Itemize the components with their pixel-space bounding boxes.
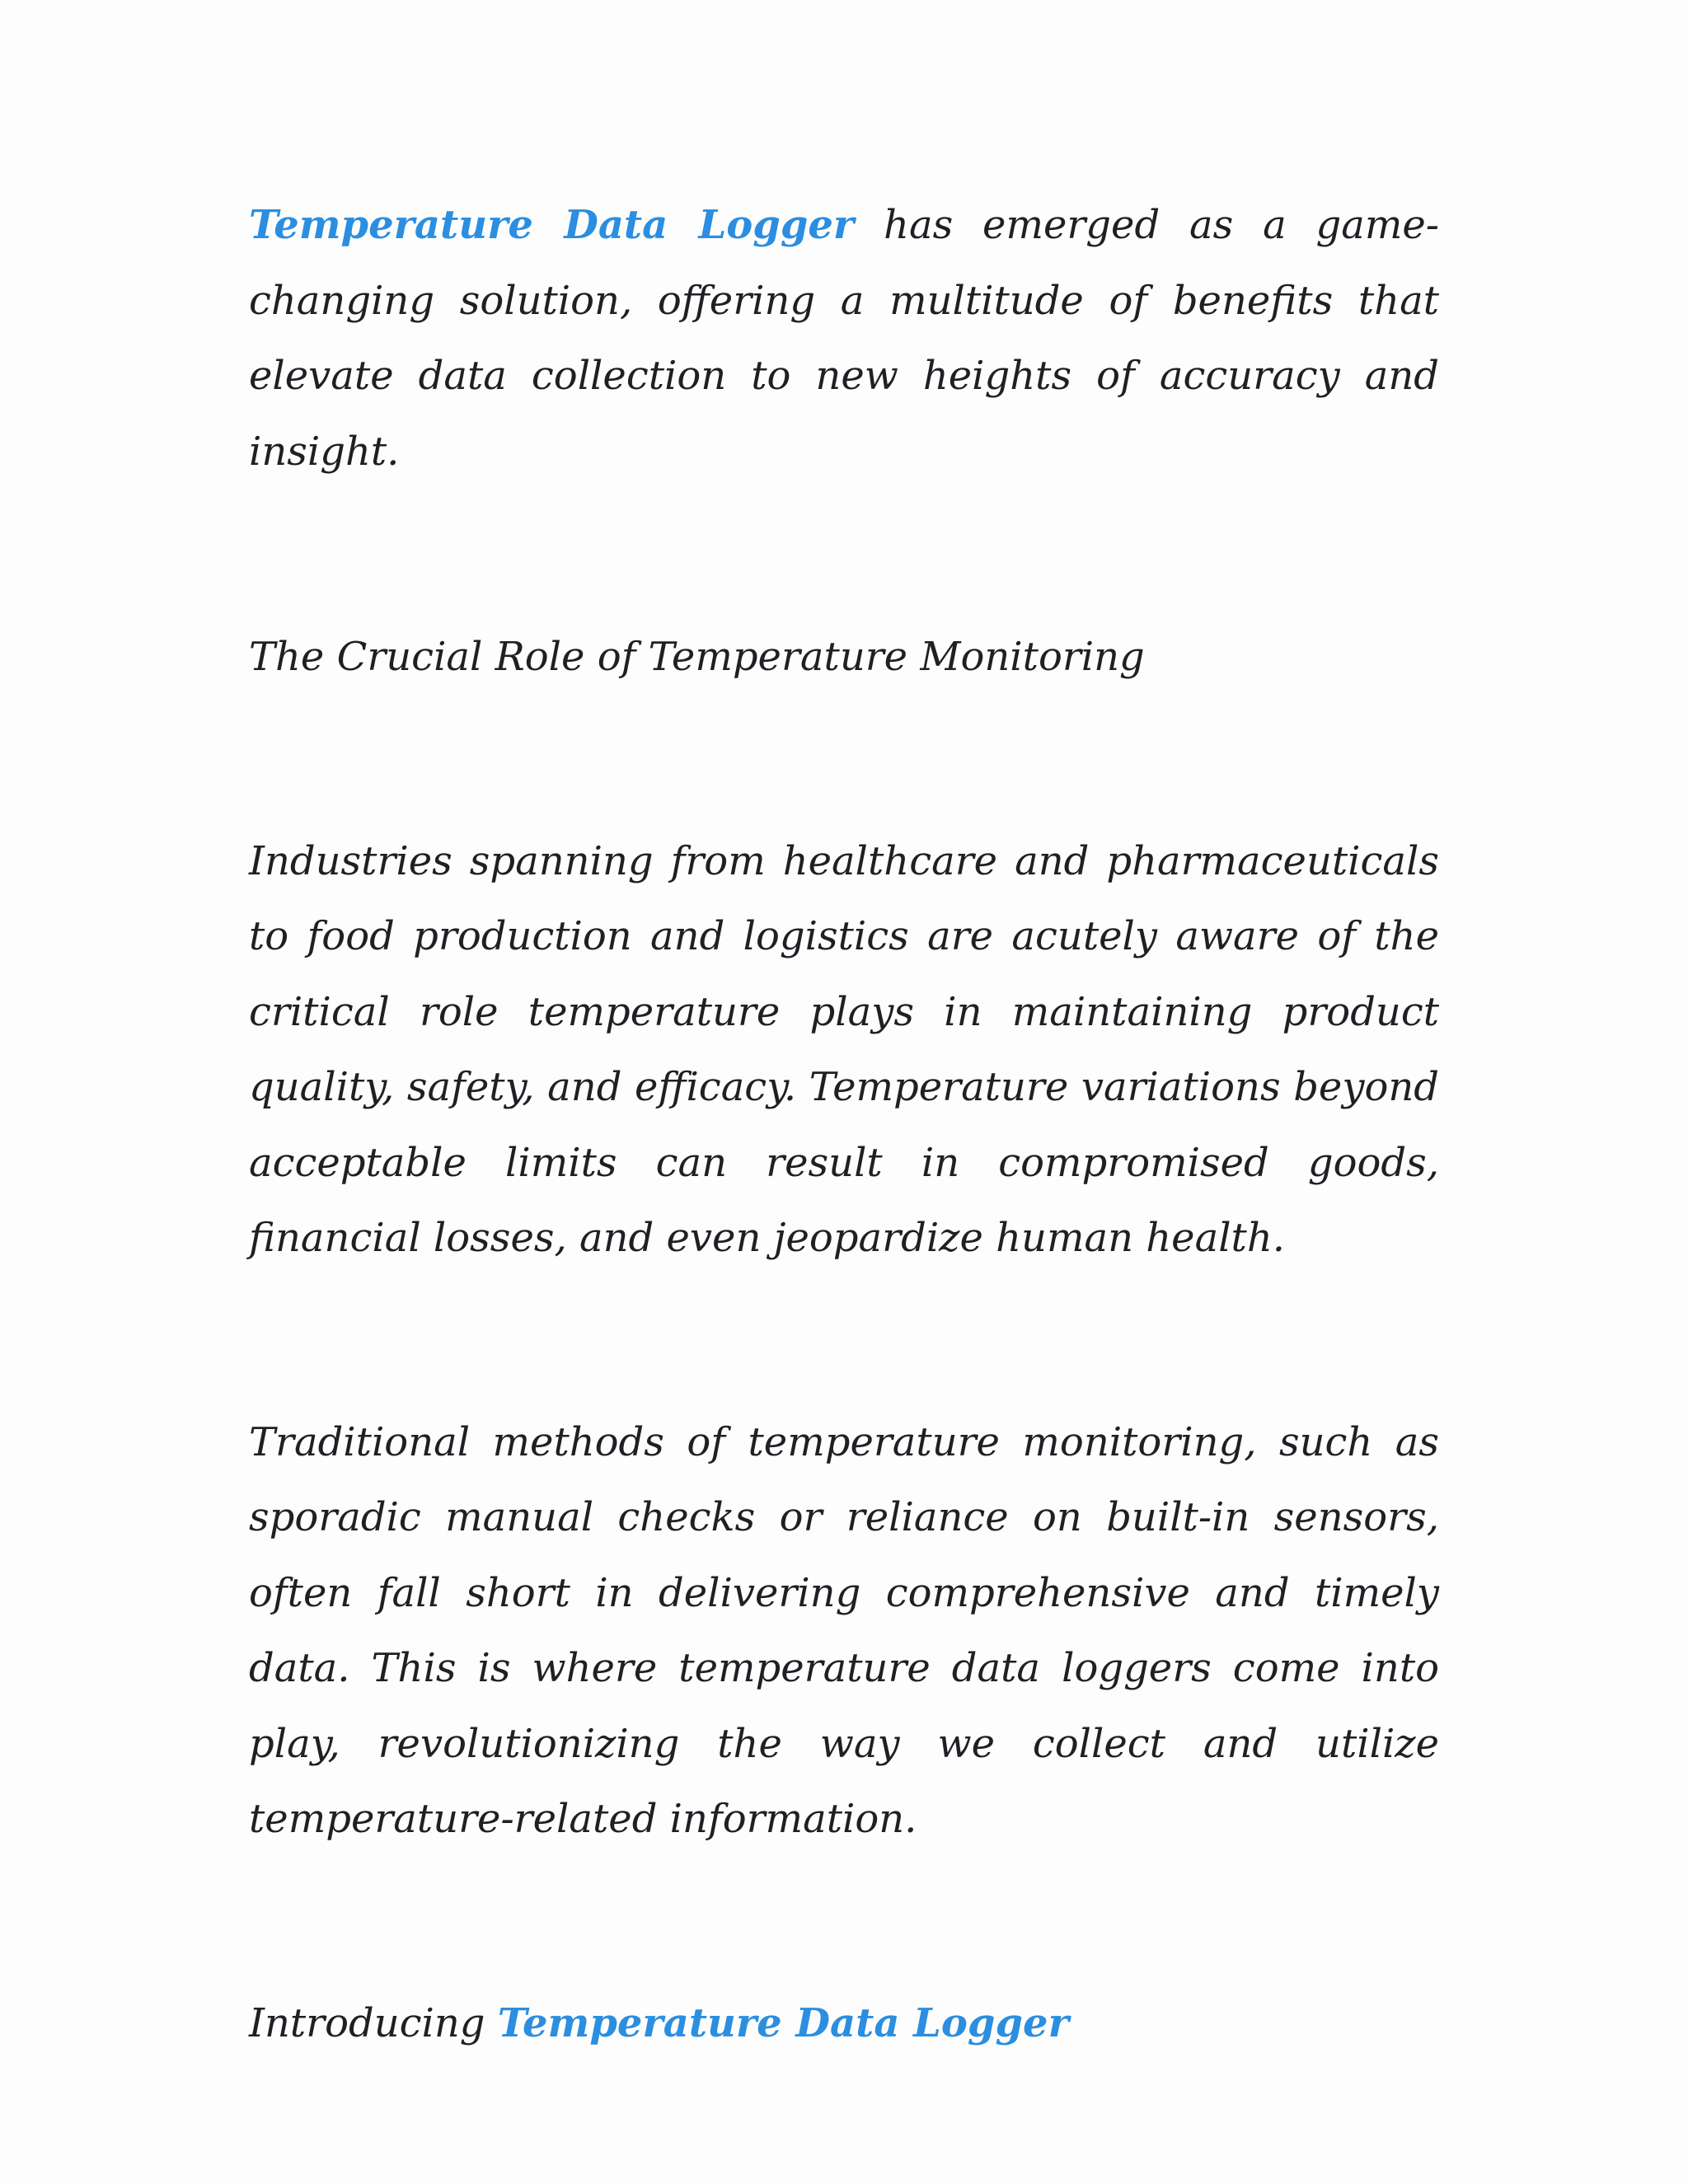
paragraph-traditional-methods: Traditional methods of temperature monitoring, such as sporadic manual checks or reliance on built-in sensors, often fall short in delivering comprehensive and timely data. This is where temperature data loggers come into play, revolutionizing the way we collect and utilize temperature-related information. — [249, 1418, 1439, 1842]
document-body — [249, 188, 1439, 2061]
temperature-data-logger-link-closing[interactable]: Temperature Data Logger — [497, 1999, 1069, 2046]
section-heading: The Crucial Role of Temperature Monitoring — [249, 634, 1145, 680]
intro-text: has emerged as a game-changing solution, offering a multitude of benefits that elevate data collection to new heights of accuracy and insight. — [249, 202, 1440, 475]
intro-paragraph — [249, 188, 1439, 490]
temperature-data-logger-link[interactable]: Temperature Data Logger — [249, 202, 855, 248]
paragraph-industries: Industries spanning from healthcare and pharmaceuticals to food production and logistics are acutely aware of the critical role temperature plays in maintaining product quality, safety, and efficacy. Temperature variations beyond acceptable limits can result in compromised goods, financial losses, and even jeopardize human health. — [249, 837, 1439, 1261]
closing-line — [249, 1986, 1439, 2062]
closing-text: Introducing — [249, 1999, 498, 2046]
